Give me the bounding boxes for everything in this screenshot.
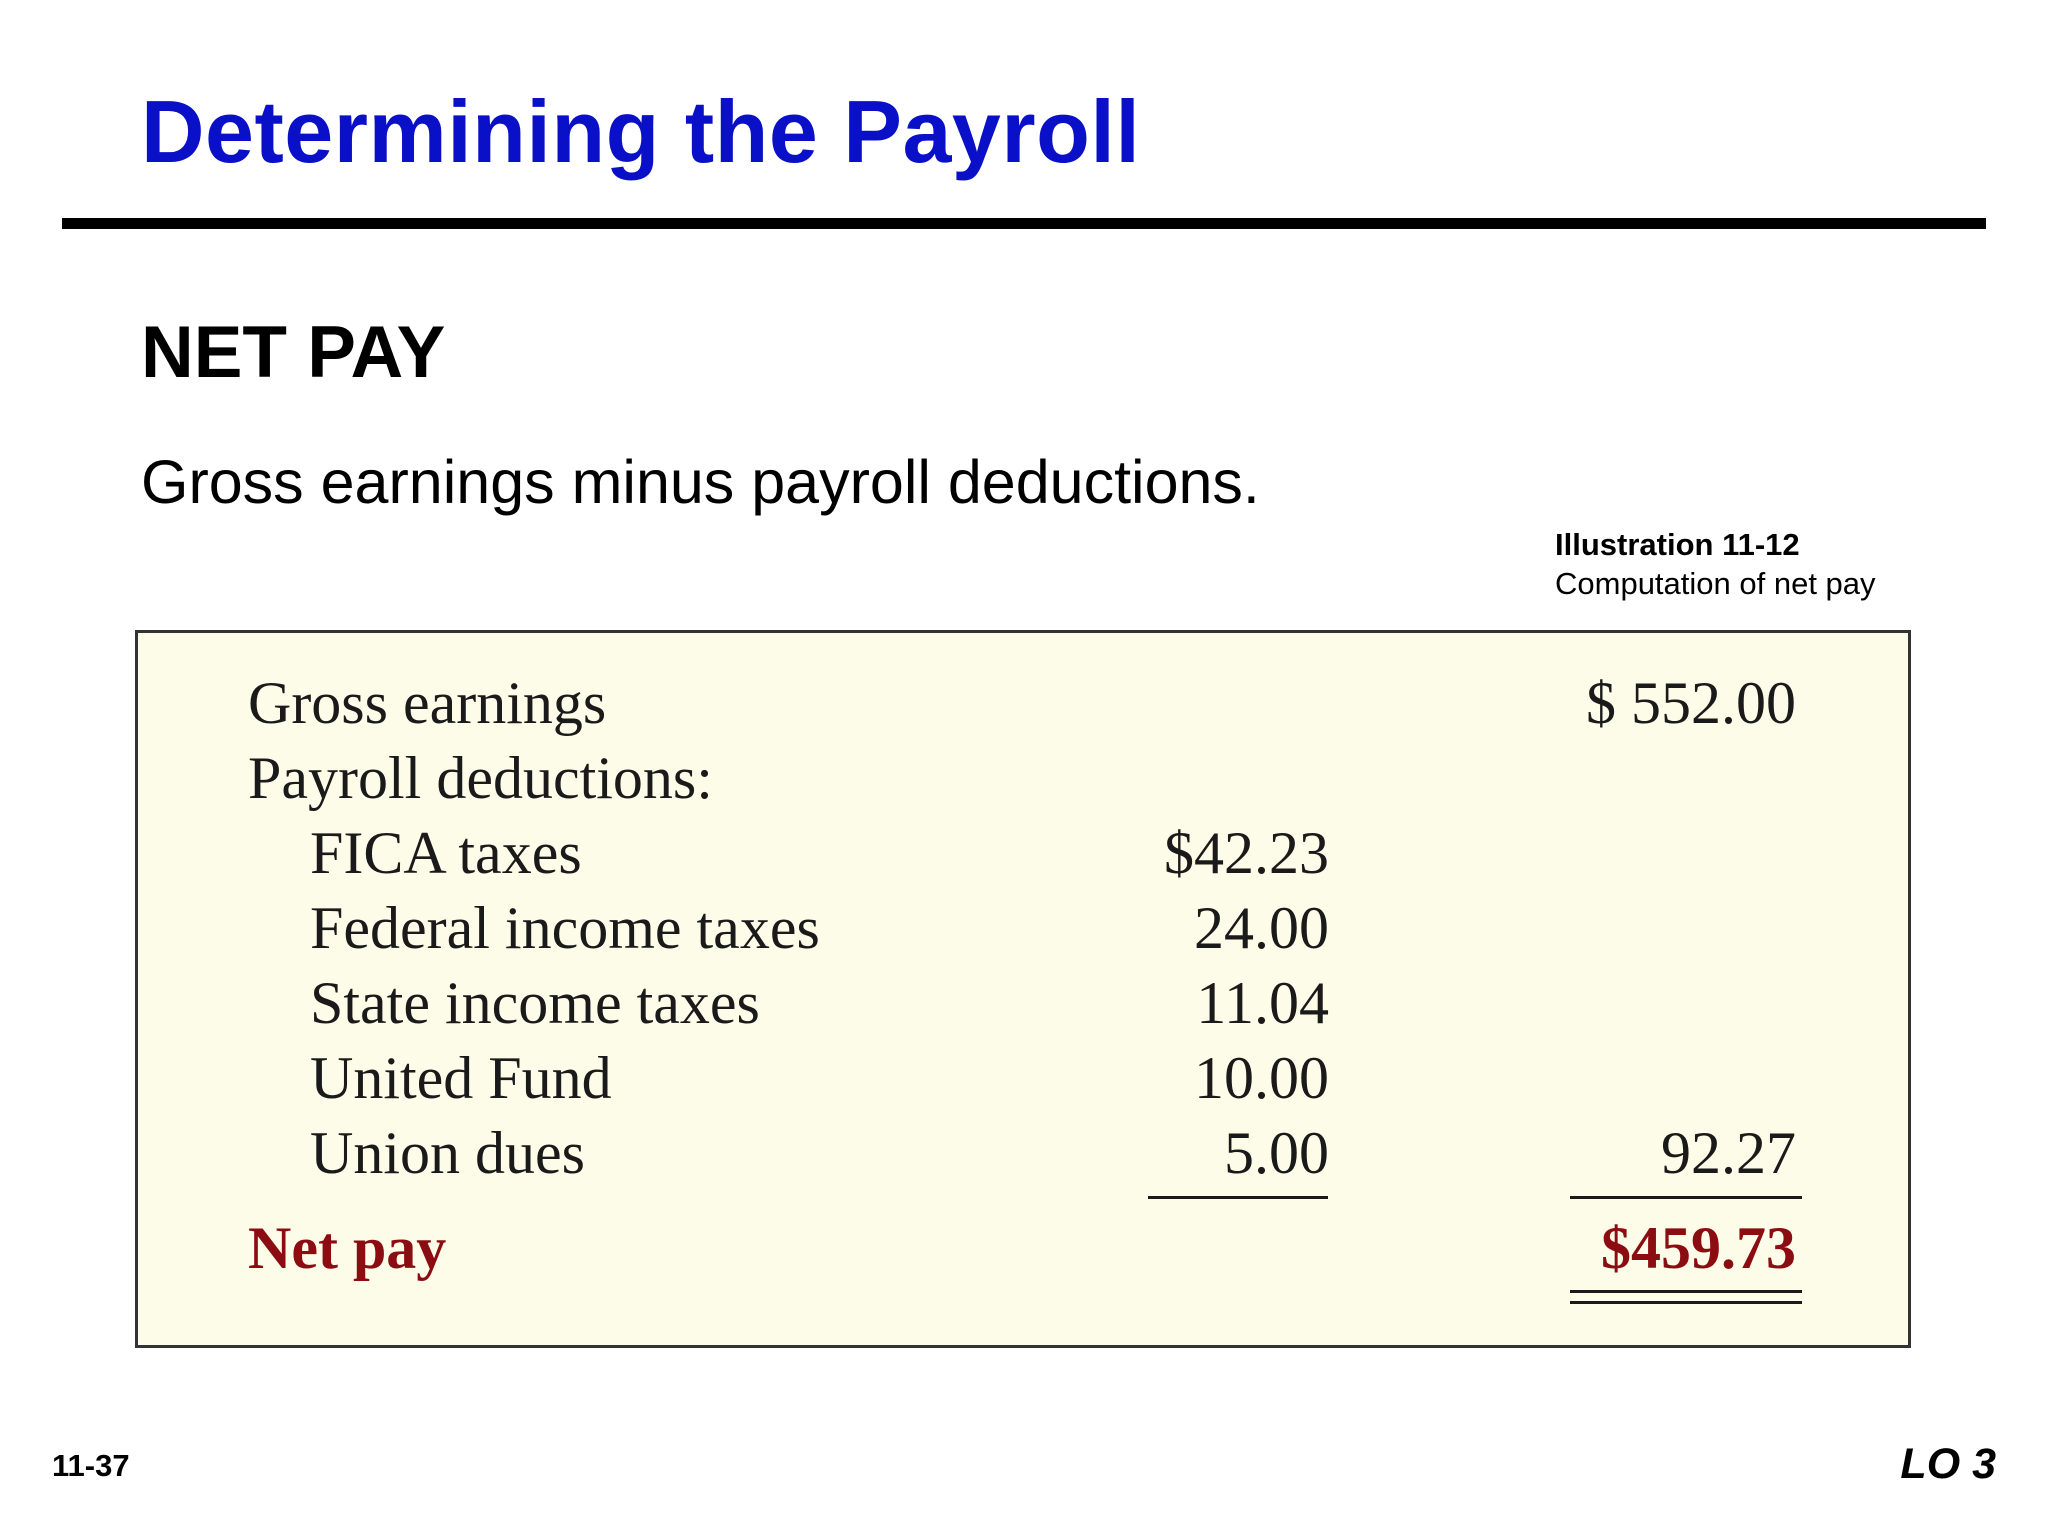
deduction-amount: 5.00 — [1224, 1120, 1329, 1186]
deduction-label: Union dues — [310, 1120, 585, 1186]
double-underline-bottom — [1570, 1301, 1802, 1304]
net-pay-row — [138, 1211, 1908, 1286]
deduction-label: State income taxes — [310, 970, 760, 1036]
double-underline-top — [1570, 1290, 1802, 1293]
gross-earnings-label: Gross earnings — [248, 670, 607, 736]
payroll-deductions-label: Payroll deductions: — [248, 745, 713, 811]
deduction-amount: 10.00 — [1194, 1045, 1329, 1111]
deduction-row — [138, 891, 1908, 966]
subtotal-underline — [1148, 1196, 1328, 1199]
net-pay-label: Net pay — [248, 1215, 447, 1281]
illustration-caption-text: Computation of net pay — [1555, 565, 1876, 601]
total-deductions-amount: 92.27 — [1661, 1120, 1796, 1186]
net-pay-amount: $459.73 — [1601, 1215, 1796, 1281]
definition-text: Gross earnings minus payroll deductions. — [141, 448, 1260, 516]
deduction-amount: $42.23 — [1164, 820, 1329, 886]
deduction-amount: 11.04 — [1196, 970, 1329, 1036]
slide-title: Determining the Payroll — [141, 82, 1141, 181]
deduction-row — [138, 1041, 1908, 1116]
deduction-label: FICA taxes — [310, 820, 582, 886]
deduction-label: United Fund — [310, 1045, 612, 1111]
gross-earnings-amount: $ 552.00 — [1586, 670, 1796, 736]
learning-objective: LO 3 — [1900, 1440, 1996, 1488]
gross-earnings-row — [138, 666, 1908, 741]
payroll-deductions-row — [138, 741, 1908, 816]
title-divider — [62, 218, 1986, 229]
deduction-row — [138, 816, 1908, 891]
section-heading: NET PAY — [141, 312, 446, 393]
net-pay-computation-table — [135, 630, 1911, 1348]
illustration-number: Illustration 11-12 — [1555, 527, 1800, 562]
deduction-row — [138, 966, 1908, 1041]
page-number: 11-37 — [52, 1448, 130, 1483]
total-underline — [1570, 1196, 1802, 1199]
deduction-row — [138, 1116, 1908, 1191]
deduction-amount: 24.00 — [1194, 895, 1329, 961]
deduction-label: Federal income taxes — [310, 895, 820, 961]
illustration-caption — [1555, 526, 1876, 604]
